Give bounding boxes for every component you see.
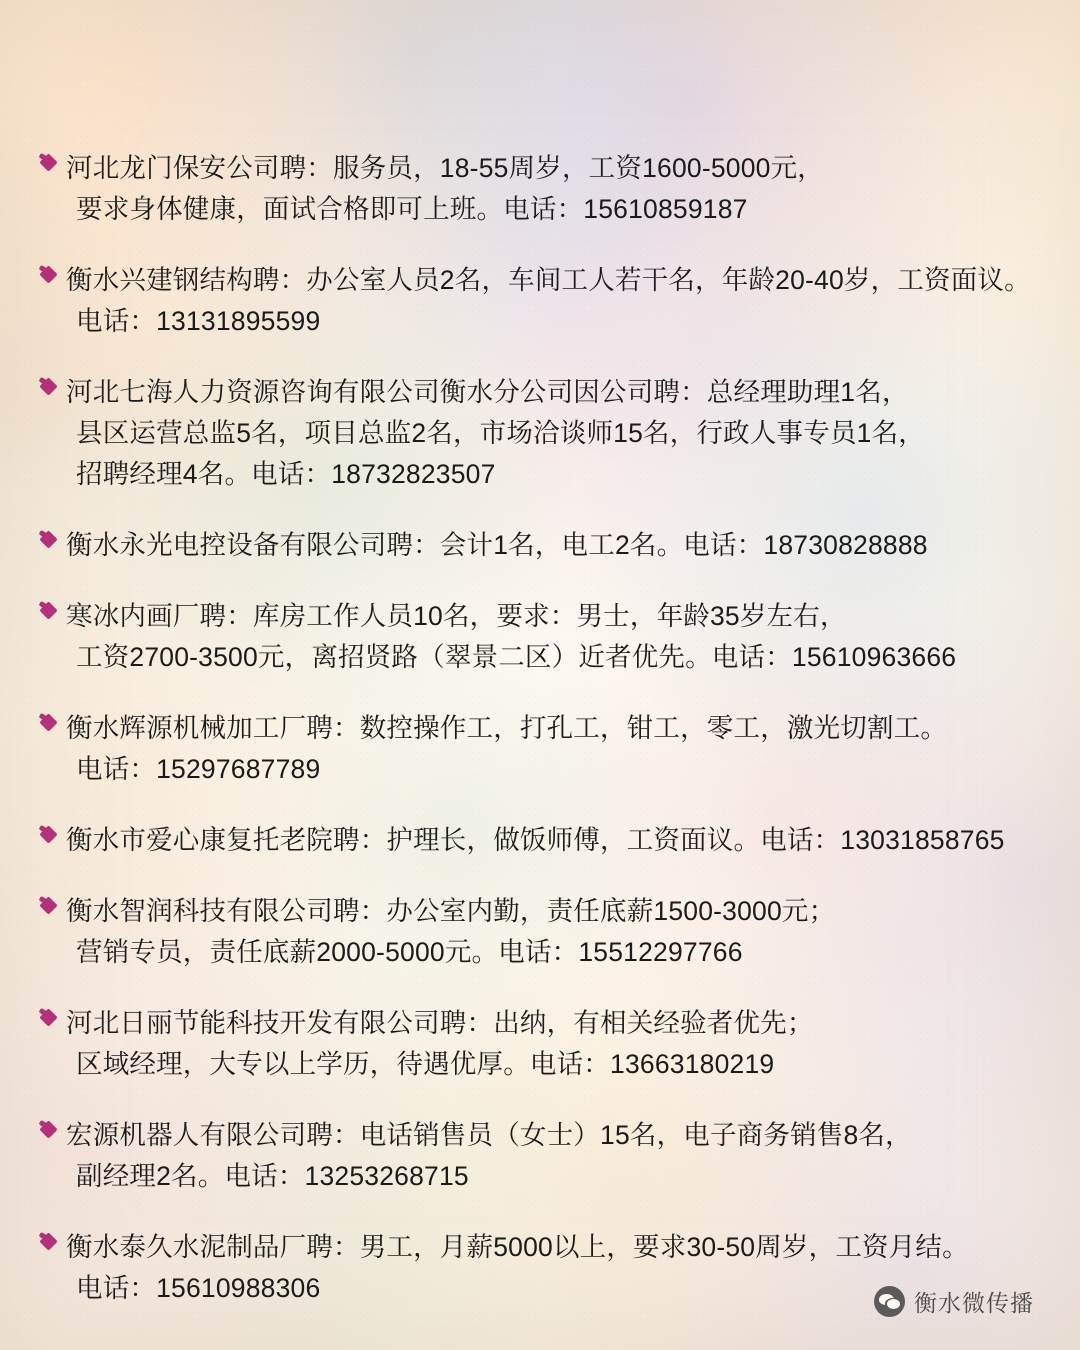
- diamond-bullet-icon: [39, 1008, 57, 1026]
- entry-line: 招聘经理4名。电话：18732823507: [76, 459, 496, 489]
- list-item: [40, 148, 1040, 230]
- diamond-bullet-icon: [39, 153, 57, 171]
- list-item: [40, 1003, 1040, 1085]
- diamond-bullet-icon: [39, 1232, 57, 1250]
- entry-line: 工资2700-3500元，离招贤路（翠景二区）近者优先。电话：15610963666: [76, 642, 957, 672]
- entry-line: 营销专员，责任底薪2000-5000元。电话：15512297766: [76, 937, 743, 967]
- list-item: [40, 596, 1040, 678]
- list-item: [40, 891, 1040, 973]
- footer-watermark: [874, 1285, 1034, 1318]
- diamond-bullet-icon: [39, 530, 57, 548]
- account-name: 衡水微传播: [914, 1290, 1034, 1316]
- entry-line: 副经理2名。电话：13253268715: [76, 1161, 469, 1191]
- list-item: [40, 820, 1040, 861]
- entry-line: 衡水智润科技有限公司聘：办公室内勤，责任底薪1500-3000元；: [66, 896, 836, 926]
- entry-line: 衡水永光电控设备有限公司聘：会计1名，电工2名。电话：18730828888: [66, 530, 928, 560]
- diamond-bullet-icon: [39, 896, 57, 914]
- diamond-bullet-icon: [39, 713, 57, 731]
- entry-line: 衡水市爱心康复托老院聘：护理长，做饭师傅，工资面议。电话：13031858765: [66, 825, 1005, 855]
- entry-line: 衡水泰久水泥制品厂聘：男工，月薪5000以上，要求30-50周岁，工资月结。: [66, 1232, 969, 1262]
- entry-line: 河北龙门保安公司聘：服务员，18-55周岁，工资1600-5000元，: [66, 153, 825, 183]
- entry-line: 电话：13131895599: [76, 306, 321, 336]
- diamond-bullet-icon: [39, 377, 57, 395]
- diamond-bullet-icon: [39, 1120, 57, 1138]
- entry-line: 河北七海人力资源咨询有限公司衡水分公司因公司聘：总经理助理1名，: [66, 377, 909, 407]
- diamond-bullet-icon: [39, 601, 57, 619]
- diamond-bullet-icon: [39, 825, 57, 843]
- entry-line: 宏源机器人有限公司聘：电话销售员（女士）15名，电子商务销售8名，: [66, 1120, 912, 1150]
- diamond-bullet-icon: [39, 265, 57, 283]
- entry-line: 区域经理，大专以上学历，待遇优厚。电话：13663180219: [76, 1049, 775, 1079]
- entry-line: 衡水辉源机械加工厂聘：数控操作工，打孔工，钳工，零工，激光切割工。: [66, 713, 948, 743]
- list-item: [40, 1115, 1040, 1197]
- list-item: [40, 708, 1040, 790]
- entry-line: 河北日丽节能科技开发有限公司聘：出纳，有相关经验者优先；: [66, 1008, 814, 1038]
- entry-line: 电话：15297687789: [76, 754, 321, 784]
- entry-line: 要求身体健康，面试合格即可上班。电话：15610859187: [76, 194, 748, 224]
- wechat-icon: [874, 1286, 905, 1317]
- entry-line: 县区运营总监5名，项目总监2名，市场洽谈师15名，行政人事专员1名，: [76, 418, 925, 448]
- entry-line: 寒冰内画厂聘：库房工作人员10名，要求：男士，年龄35岁左右，: [66, 601, 847, 631]
- list-item: [40, 260, 1040, 342]
- entry-line: 电话：15610988306: [76, 1273, 321, 1303]
- entry-line: 衡水兴建钢结构聘：办公室人员2名，车间工人若干名，年龄20-40岁，工资面议。: [66, 265, 1031, 295]
- list-item: [40, 525, 1040, 566]
- list-item: [40, 372, 1040, 495]
